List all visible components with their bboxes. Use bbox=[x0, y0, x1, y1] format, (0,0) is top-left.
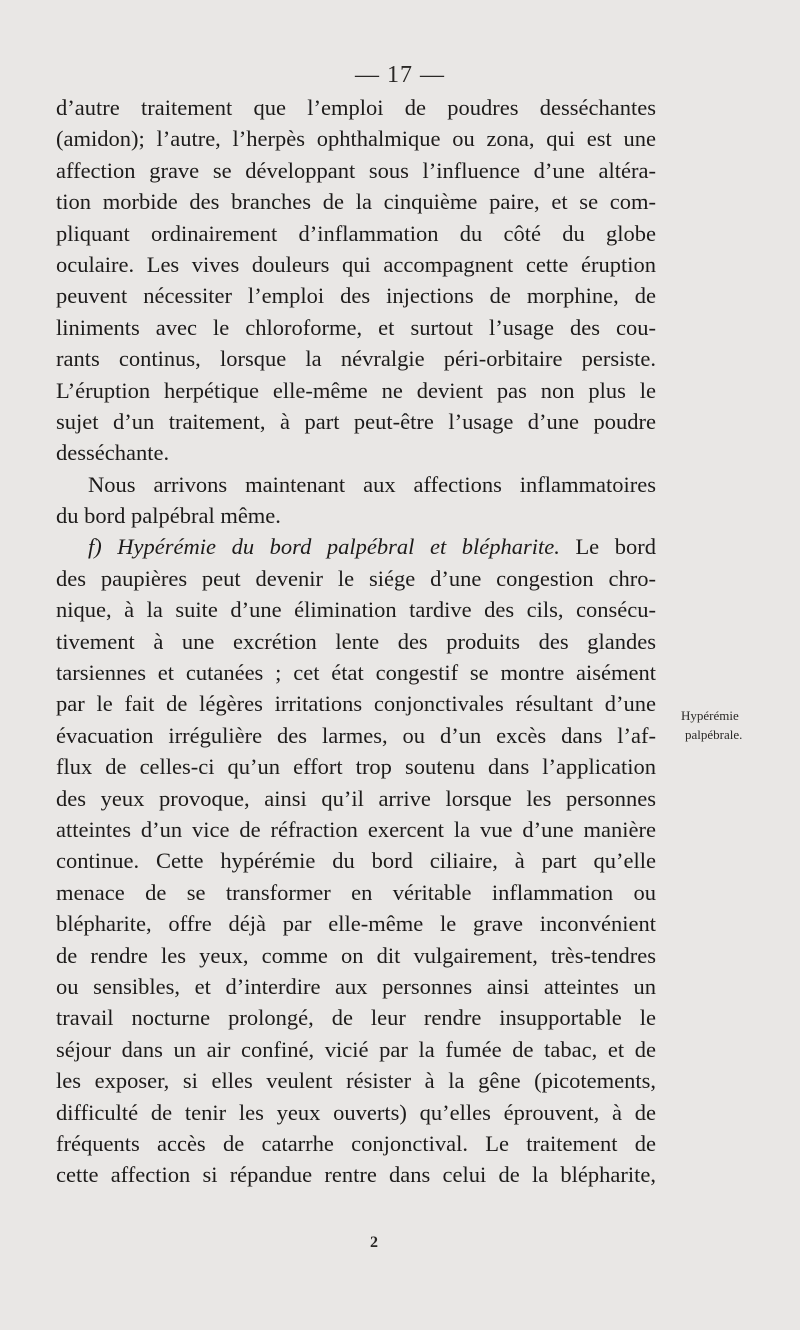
signature-mark: 2 bbox=[370, 1234, 378, 1251]
text-line: continue. Cette hypérémie du bord ciliaire, à part qu’elle bbox=[56, 848, 656, 874]
text-line: oculaire. Les vives douleurs qui accompagnent cette éruption bbox=[56, 251, 656, 277]
text-line: blépharite, offre déjà par elle-même le grave inconvénient bbox=[56, 911, 656, 937]
text-line: peuvent nécessiter l’emploi des injections de morphine, de bbox=[56, 283, 656, 309]
text-line: travail nocturne prolongé, de leur rendre insupportable le bbox=[56, 1005, 656, 1031]
text-line: difficulté de tenir les yeux ouverts) qu’elles éprouvent, à de bbox=[56, 1099, 656, 1125]
margin-note-line: Hypérémie bbox=[681, 708, 739, 723]
text-line: tion morbide des branches de la cinquième paire, et se com- bbox=[56, 189, 656, 215]
page-number: — 17 — bbox=[355, 62, 445, 88]
text-line: liniments avec le chloroforme, et surtout l’usage des cou- bbox=[56, 314, 656, 340]
text-line: ou sensibles, et d’interdire aux personnes ainsi atteintes un bbox=[56, 973, 656, 999]
text-line: par le fait de légères irritations conjonctivales résultant d’une bbox=[56, 691, 656, 717]
text-line: cette affection si répandue rentre dans celui de la blépharite, bbox=[56, 1162, 656, 1188]
text-line: menace de se transformer en véritable inflammation ou bbox=[56, 879, 656, 905]
text-line: du bord palpébral même. bbox=[56, 503, 281, 529]
text-line: évacuation irrégulière des larmes, ou d’un excès dans l’af- bbox=[56, 722, 656, 748]
text-line: rants continus, lorsque la névralgie péri-orbitaire persiste. bbox=[56, 346, 656, 372]
text-line: des paupières peut devenir le siége d’une congestion chro- bbox=[56, 565, 656, 591]
text-line: d’autre traitement que l’emploi de poudres desséchantes bbox=[56, 95, 656, 120]
section-lead-text: Le bord bbox=[559, 534, 656, 560]
text-line: séjour dans un air confiné, vicié par la fumée de tabac, et de bbox=[56, 1036, 656, 1062]
text-line: pliquant ordinairement d’inflammation du côté du globe bbox=[56, 220, 656, 246]
section-heading-line bbox=[56, 531, 656, 562]
margin-note bbox=[681, 706, 791, 744]
text-line: Nous arrivons maintenant aux affections inflammatoires bbox=[88, 471, 656, 497]
body-text bbox=[56, 92, 656, 1191]
text-line: tivement à une excrétion lente des produits des glandes bbox=[56, 628, 656, 654]
text-line: affection grave se développant sous l’influence d’une altéra- bbox=[56, 157, 656, 183]
text-line: fréquents accès de catarrhe conjonctival. Le traitement de bbox=[56, 1130, 656, 1156]
text-line: flux de celles-ci qu’un effort trop soutenu dans l’application bbox=[56, 754, 656, 780]
text-line: les exposer, si elles veulent résister à la gêne (picotements, bbox=[56, 1068, 656, 1094]
text-line: des yeux provoque, ainsi qu’il arrive lorsque les personnes bbox=[56, 785, 656, 811]
text-line: L’éruption herpétique elle-même ne devient pas non plus le bbox=[56, 377, 656, 403]
section-heading: f) Hypérémie du bord palpébral et blépharite. bbox=[88, 534, 560, 560]
text-line: desséchante. bbox=[56, 440, 170, 466]
text-line: tarsiennes et cutanées ; cet état congestif se montre aisément bbox=[56, 660, 656, 686]
text-line: sujet d’un traitement, à part peut-être l’usage d’une poudre bbox=[56, 408, 656, 434]
margin-note-line: palpébrale. bbox=[685, 727, 743, 742]
text-line: (amidon); l’autre, l’herpès ophthalmique ou zona, qui est une bbox=[56, 126, 656, 152]
text-line: nique, à la suite d’une élimination tardive des cils, consécu- bbox=[56, 597, 656, 623]
text-line: de rendre les yeux, comme on dit vulgairement, très-tendres bbox=[56, 942, 656, 968]
text-line: atteintes d’un vice de réfraction exercent la vue d’une manière bbox=[56, 816, 656, 842]
